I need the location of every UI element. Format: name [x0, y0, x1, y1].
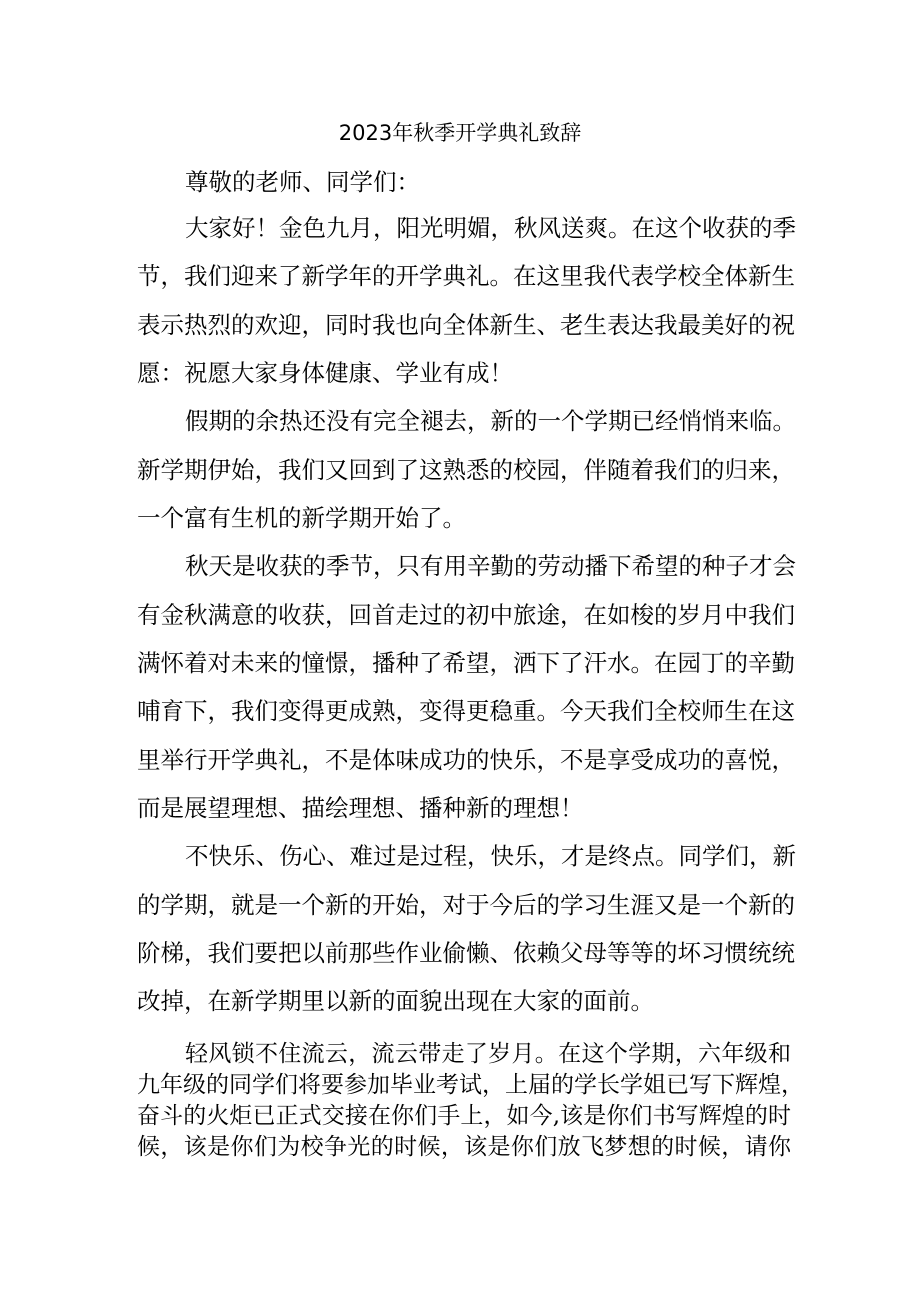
paragraph-line: 假期的余热还没有完全褪去，新的一个学期已经悄悄来临。 [185, 407, 796, 435]
paragraph-line: 轻风锁不住流云，流云带走了岁月。在这个学期，六年级和 [185, 1041, 791, 1067]
paragraph-line: 节，我们迎来了新学年的开学典礼。在这里我代表学校全体新生 [137, 262, 795, 290]
paragraph-line: 阶梯，我们要把以前那些作业偷懒、依赖父母等等的坏习惯统统 [137, 939, 795, 967]
paragraph-line: 而是展望理想、描绘理想、播种新的理想！ [137, 794, 584, 822]
paragraph-line: 九年级的同学们将要参加毕业考试，上届的学长学姐已写下辉煌， [137, 1072, 804, 1098]
paragraph-line: 大家好！金色九月，阳光明媚，秋风送爽。在这个收获的季 [185, 214, 796, 242]
salutation-line: 尊敬的老师、同学们： [185, 168, 420, 196]
paragraph-line: 新学期伊始，我们又回到了这熟悉的校园，伴随着我们的归来， [137, 456, 795, 484]
paragraph-line: 表示热烈的欢迎，同时我也向全体新生、老生表达我最美好的祝 [137, 311, 795, 339]
paragraph-line: 的学期，就是一个新的开始，对于今后的学习生涯又是一个新的 [137, 891, 795, 919]
paragraph-line: 候，该是你们为校争光的时候，该是你们放飞梦想的时候，请你 [137, 1134, 791, 1160]
paragraph-line: 一个富有生机的新学期开始了。 [137, 504, 466, 532]
paragraph-line: 秋天是收获的季节，只有用辛勤的劳动播下希望的种子才会 [185, 552, 796, 580]
paragraph-line: 奋斗的火炬已正式交接在你们手上，如今,该是你们书写辉煌的时 [137, 1103, 791, 1129]
paragraph-line: 里举行开学典礼，不是体味成功的快乐，不是享受成功的喜悦， [137, 746, 795, 774]
document-title: 2023年秋季开学典礼致辞 [338, 121, 582, 145]
paragraph-line: 改掉，在新学期里以新的面貌出现在大家的面前。 [137, 987, 654, 1015]
paragraph-line: 满怀着对未来的憧憬，播种了希望，洒下了汗水。在园丁的辛勤 [137, 649, 795, 677]
paragraph-line: 有金秋满意的收获，回首走过的初中旅途，在如梭的岁月中我们 [137, 601, 795, 629]
paragraph-line: 愿：祝愿大家身体健康、学业有成！ [137, 359, 513, 387]
paragraph-line: 哺育下，我们变得更成熟，变得更稳重。今天我们全校师生在这 [137, 697, 795, 725]
paragraph-line: 不快乐、伤心、难过是过程，快乐，才是终点。同学们，新 [185, 842, 796, 870]
